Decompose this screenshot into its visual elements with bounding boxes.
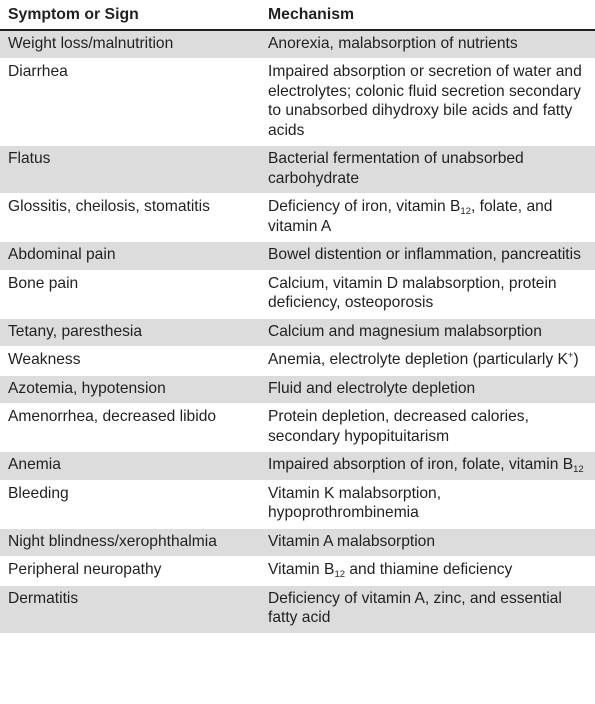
table-row [0,30,595,59]
mechanism-text: Protein depletion, decreased calories, secondary hypopituitarism [268,408,529,445]
mechanism-text: , folate, and vitamin A [268,198,553,235]
mechanism-text: Bowel distention or inflammation, pancreatitis [268,246,581,263]
mechanism-cell [260,528,595,557]
table-row [0,59,595,146]
header-symptom: Symptom or Sign [0,0,260,30]
symptom-cell: Night blindness/xerophthalmia [0,528,260,557]
symptom-cell: Bone pain [0,270,260,318]
mechanism-text: Impaired absorption or secretion of water and electrolytes; colonic fluid secretion secondary to unabsorbed dihydroxy bile acids and fatty acids [268,63,582,139]
table-row [0,242,595,271]
mechanism-text: and thiamine deficiency [345,561,513,578]
symptom-cell: Abdominal pain [0,242,260,271]
mechanism-text: Vitamin B [268,561,335,578]
mechanism-cell [260,480,595,528]
mechanism-cell [260,194,595,242]
subscript: 12 [460,206,471,217]
table-header [0,0,595,30]
symptom-cell: Anemia [0,452,260,481]
mechanism-cell [260,242,595,271]
table-row [0,404,595,452]
symptom-cell: Dermatitis [0,585,260,633]
mechanism-text: Calcium, vitamin D malabsorption, protein deficiency, osteoporosis [268,274,557,311]
symptom-cell: Peripheral neuropathy [0,557,260,586]
mechanism-cell [260,585,595,633]
mechanism-text: Fluid and electrolyte depletion [268,379,476,397]
table-row [0,194,595,242]
mechanism-text: Vitamin K malabsorption, hypoprothrombinemia [268,484,442,521]
table-body [0,30,595,634]
mechanism-cell [260,452,595,481]
table-row [0,270,595,318]
mechanism-cell [260,375,595,404]
symptom-cell: Amenorrhea, decreased libido [0,404,260,452]
mechanism-cell [260,318,595,347]
mechanism-text: Bacterial fermentation of unabsorbed carbohydrate [268,150,524,187]
symptom-cell: Tetany, paresthesia [0,318,260,347]
table-row [0,480,595,528]
symptom-cell: Azotemia, hypotension [0,375,260,404]
mechanism-text: Anemia, electrolyte depletion (particularly K [268,351,568,368]
table-row [0,528,595,557]
header-mechanism: Mechanism [260,0,595,30]
table-row [0,585,595,633]
mechanism-text: Vitamin A malabsorption [268,532,436,550]
table-row [0,146,595,194]
symptom-cell: Diarrhea [0,59,260,146]
symptom-cell: Weight loss/malnutrition [0,30,260,59]
table-row [0,557,595,586]
superscript: + [567,350,574,361]
table-row [0,452,595,481]
symptom-cell: Bleeding [0,480,260,528]
mechanism-cell [260,59,595,146]
mechanism-text: ) [573,351,579,368]
mechanism-cell [260,30,595,59]
symptom-cell: Glossitis, cheilosis, stomatitis [0,194,260,242]
mechanism-text: Deficiency of iron, vitamin B [268,198,461,215]
mechanism-cell [260,146,595,194]
mechanism-cell [260,557,595,586]
mechanism-text: Deficiency of vitamin A, zinc, and essential fatty acid [268,589,562,626]
symptom-cell: Weakness [0,347,260,376]
mechanism-cell [260,404,595,452]
table-row [0,375,595,404]
mechanism-text: Calcium and magnesium malabsorption [268,322,542,340]
mechanism-text: Impaired absorption of iron, folate, vitamin B [268,456,574,473]
table-row [0,318,595,347]
table-row [0,347,595,376]
mechanism-cell [260,270,595,318]
symptom-cell: Flatus [0,146,260,194]
mechanism-cell [260,347,595,376]
subscript: 12 [573,464,584,475]
subscript: 12 [334,569,346,580]
header-row [0,0,595,30]
mechanism-text: Anorexia, malabsorption of nutrients [268,34,518,52]
